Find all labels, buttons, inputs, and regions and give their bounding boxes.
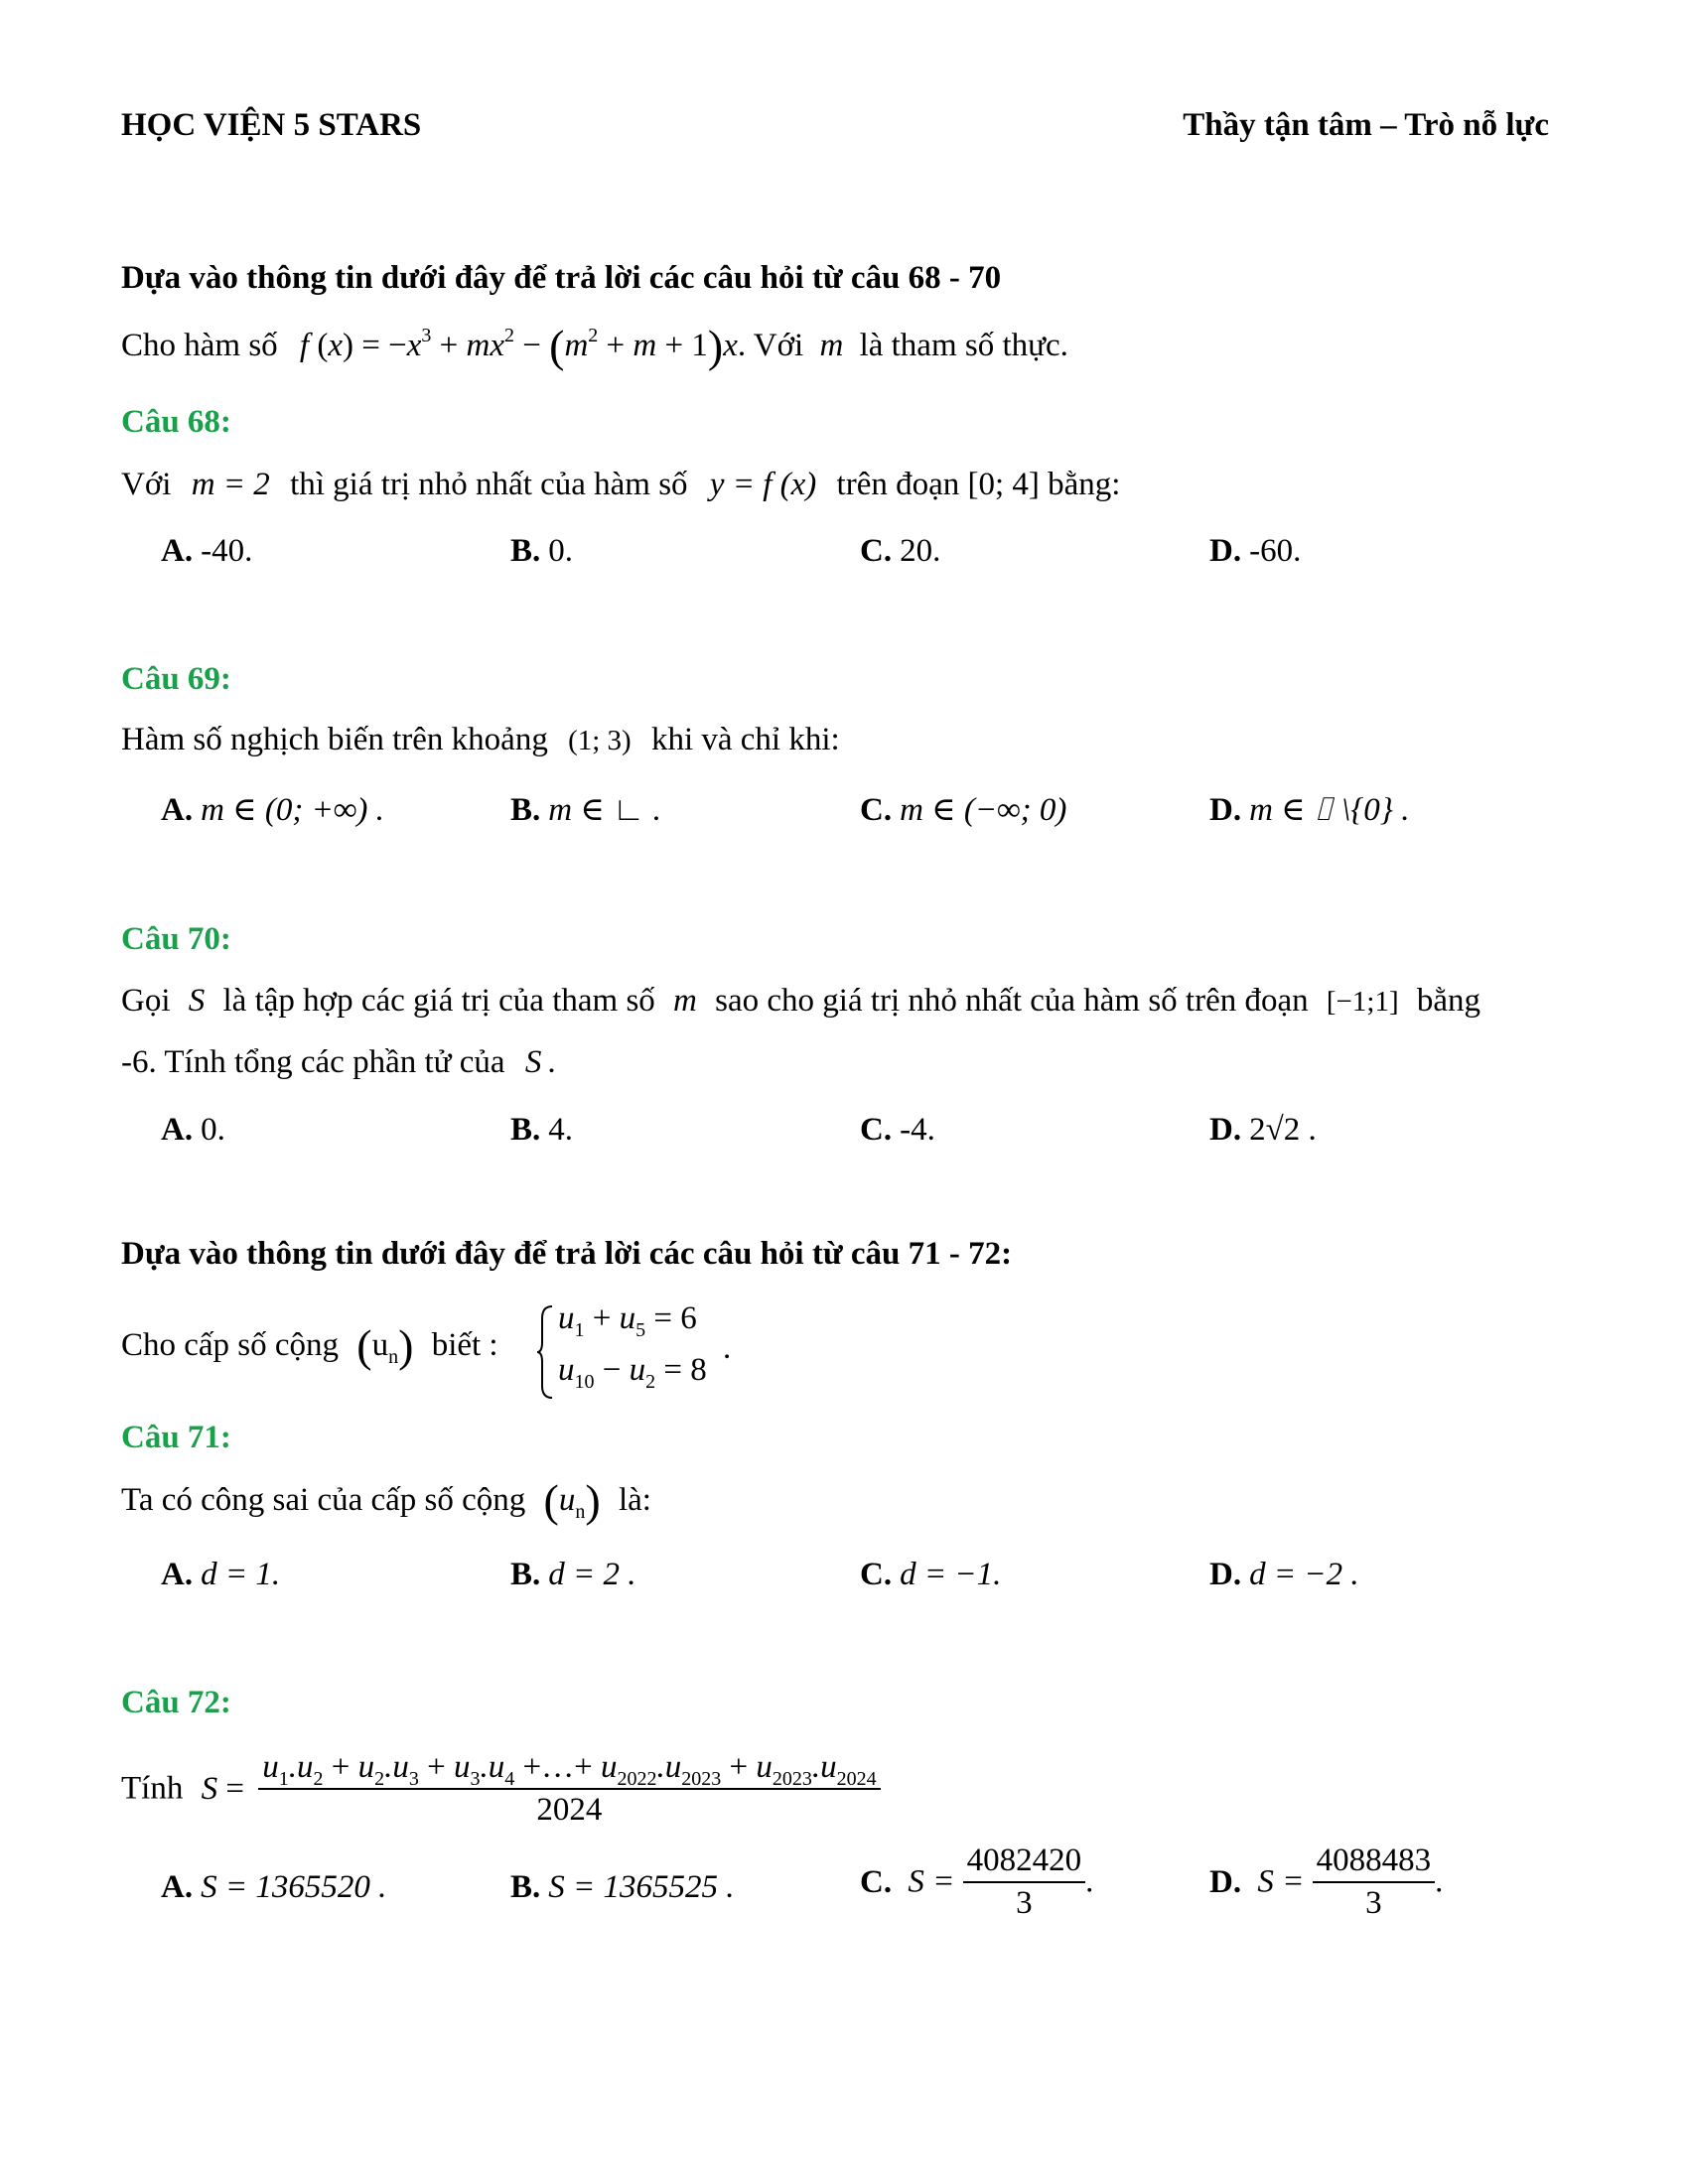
option-denominator: 3 (1016, 1885, 1033, 1921)
option-text: m ∈ ∟ . (548, 792, 661, 828)
option-letter: C. (860, 792, 893, 828)
q69-stem (121, 722, 840, 758)
q70-line2-a: -6. Tính tổng các phần tử của (121, 1044, 505, 1080)
option-letter: C. (860, 533, 893, 569)
option-text: 0. (201, 1112, 225, 1148)
option-prefix: S = (908, 1863, 955, 1900)
header-left: HỌC VIỆN 5 STARS (121, 107, 422, 143)
q71-title: Câu 71: (121, 1420, 231, 1455)
option-end: . (1085, 1863, 1094, 1900)
q72-title: Câu 72: (121, 1685, 231, 1720)
q69-stem-math: (1; 3) (568, 725, 632, 756)
q68-option-c[interactable] (860, 533, 940, 570)
section2-given-mid: biết : (431, 1327, 498, 1363)
option-letter: B. (510, 792, 541, 828)
q69-option-d[interactable] (1209, 789, 1409, 829)
option-text: d = −2 . (1249, 1557, 1359, 1592)
option-text: -40. (201, 533, 253, 569)
q71-sequence: $(u_n)$ (543, 1475, 601, 1526)
q69-option-b[interactable] (510, 789, 661, 829)
option-denominator: 3 (1365, 1885, 1382, 1921)
option-prefix: S = (1257, 1863, 1305, 1900)
q69-stem-a: Hàm số nghịch biến trên khoảng (121, 722, 548, 757)
q70-line1-b: là tập hợp các giá trị của tham số (222, 983, 655, 1019)
q71-option-c[interactable] (860, 1557, 1001, 1593)
option-text: 0. (548, 533, 574, 569)
q72-stem-a: Tính (121, 1770, 184, 1807)
q68-stem-c: trên đoạn [0; 4] bằng: (836, 467, 1121, 502)
system-brace (536, 1304, 556, 1400)
q68-stem-math: m = 2 (191, 467, 270, 502)
q68-stem-math2: y = f (x) (709, 467, 817, 502)
option-letter: A. (161, 533, 194, 569)
option-letter: A. (161, 792, 194, 828)
q70-line1-c: sao cho giá trị nhỏ nhất của hàm số trên đoạn (715, 983, 1309, 1019)
option-end: . (1435, 1863, 1444, 1900)
q70-line2-s: S (524, 1044, 542, 1080)
sequence-u: u (371, 1327, 389, 1363)
q70-line1-d: bằng (1416, 983, 1481, 1019)
equation-system-end: . (723, 1330, 732, 1366)
section2-given (121, 1320, 498, 1371)
option-letter: D. (1209, 533, 1242, 569)
option-letter: A. (161, 1869, 194, 1905)
q72-option-c[interactable] (860, 1843, 1093, 1922)
equation-1: $u_1 + u_5 = 6$ (558, 1300, 697, 1341)
option-numerator: 4088483 (1313, 1843, 1436, 1883)
option-text: d = 2 . (548, 1557, 636, 1592)
q71-stem (121, 1475, 651, 1526)
option-fraction (1313, 1843, 1436, 1922)
q70-stem-line1 (121, 983, 1480, 1020)
given-prefix: Cho hàm số (121, 328, 278, 363)
q71-stem-a: Ta có công sai của cấp số cộng (121, 1482, 526, 1518)
option-text: d = −1. (900, 1557, 1002, 1592)
option-text: d = 1. (201, 1557, 281, 1592)
option-letter: C. (860, 1112, 893, 1148)
equation-2-rhs: = 8 (663, 1352, 707, 1388)
q68-stem-a: Với (121, 467, 172, 502)
section2-intro: Dựa vào thông tin dưới đây để trả lời các câu hỏi từ câu 71 - 72: (121, 1236, 1013, 1272)
q70-line1-m: m (673, 983, 697, 1019)
option-numerator: 4082420 (963, 1843, 1086, 1883)
q72-option-a[interactable] (161, 1869, 386, 1906)
function-formula: f $(x) = -x^3 + mx^2 - (m^2 + m + 1)x$ (299, 321, 738, 371)
q70-line1-interval: [−1;1] (1326, 986, 1399, 1018)
option-text: 4. (548, 1112, 574, 1148)
option-text: -60. (1249, 533, 1302, 569)
q70-line2-end: . (547, 1044, 556, 1080)
header-right: Thầy tận tâm – Trò nỗ lực (1183, 107, 1549, 143)
q70-option-d[interactable] (1209, 1112, 1317, 1149)
option-text: m ∈ ⌷ \{0} . (1249, 792, 1410, 828)
section1-given (121, 321, 1068, 371)
equation-1-rhs: = 6 (653, 1300, 697, 1336)
q69-option-c[interactable] (860, 789, 1066, 829)
option-letter: C. (860, 1557, 893, 1592)
q72-option-d[interactable] (1209, 1843, 1443, 1922)
given-suffix: . Với (737, 328, 804, 363)
equation-2: $u_{10} - u_2 = 8$ (558, 1352, 707, 1393)
option-text: 20. (900, 533, 941, 569)
q69-title: Câu 69: (121, 661, 231, 697)
given-end: là tham số thực. (859, 328, 1068, 363)
q71-option-d[interactable] (1209, 1557, 1359, 1593)
q68-title: Câu 68: (121, 404, 231, 440)
section1-intro: Dựa vào thông tin dưới đây để trả lời các câu hỏi từ câu 68 - 70 (121, 260, 1002, 296)
option-text: S = 1365525 . (548, 1869, 735, 1905)
q68-option-b[interactable] (510, 533, 573, 570)
q68-option-d[interactable] (1209, 533, 1301, 570)
option-text: -4. (900, 1112, 935, 1148)
q70-title: Câu 70: (121, 921, 231, 957)
q70-stem-line2 (121, 1044, 556, 1081)
given-var: m (819, 328, 844, 363)
option-text: 2√2 . (1249, 1112, 1317, 1148)
q70-option-a[interactable] (161, 1112, 225, 1149)
option-fraction (963, 1843, 1086, 1922)
q70-line1-s: S (188, 983, 206, 1019)
sequence-notation: $(u_n)$ (356, 1320, 414, 1371)
option-letter: D. (1209, 792, 1242, 828)
q71-option-a[interactable] (161, 1557, 280, 1593)
option-letter: C. (860, 1863, 893, 1900)
q68-stem (121, 467, 1120, 503)
option-letter: A. (161, 1112, 194, 1148)
q72-denominator: 2024 (536, 1792, 603, 1828)
option-letter: B. (510, 1112, 541, 1148)
q72-s-var: S = (201, 1770, 244, 1807)
q71-stem-b: là: (618, 1482, 651, 1518)
option-letter: D. (1209, 1863, 1242, 1900)
option-text: m ∈ (−∞; 0) (900, 792, 1067, 828)
q72-option-b[interactable] (510, 1869, 735, 1906)
option-letter: B. (510, 1869, 541, 1905)
q71-option-b[interactable] (510, 1557, 636, 1593)
q69-option-a[interactable] (161, 789, 384, 829)
option-text: S = 1365520 . (201, 1869, 387, 1905)
q70-option-b[interactable] (510, 1112, 573, 1149)
q68-stem-b: thì giá trị nhỏ nhất của hàm số (290, 467, 688, 502)
section2-given-prefix: Cho cấp số cộng (121, 1327, 340, 1363)
q70-option-c[interactable] (860, 1112, 935, 1149)
option-letter: D. (1209, 1557, 1242, 1592)
sequence-u-sub: n (388, 1346, 399, 1368)
option-letter: B. (510, 533, 541, 569)
option-text: m ∈ (0; +∞) . (201, 792, 384, 828)
q72-fraction (258, 1749, 880, 1829)
q68-option-a[interactable] (161, 533, 252, 570)
option-letter: B. (510, 1557, 541, 1592)
q72-stem (121, 1749, 881, 1829)
q69-stem-b: khi và chỉ khi: (650, 722, 840, 757)
q70-line1-a: Gọi (121, 983, 171, 1019)
option-letter: A. (161, 1557, 194, 1592)
q72-numerator: $u_1.u_2 + u_2.u_3 + u_3.u_4$ +…+ $u_{2022}.u_{2023} + u_{2023}.u_{2024}$ (258, 1749, 880, 1790)
option-letter: D. (1209, 1112, 1242, 1148)
